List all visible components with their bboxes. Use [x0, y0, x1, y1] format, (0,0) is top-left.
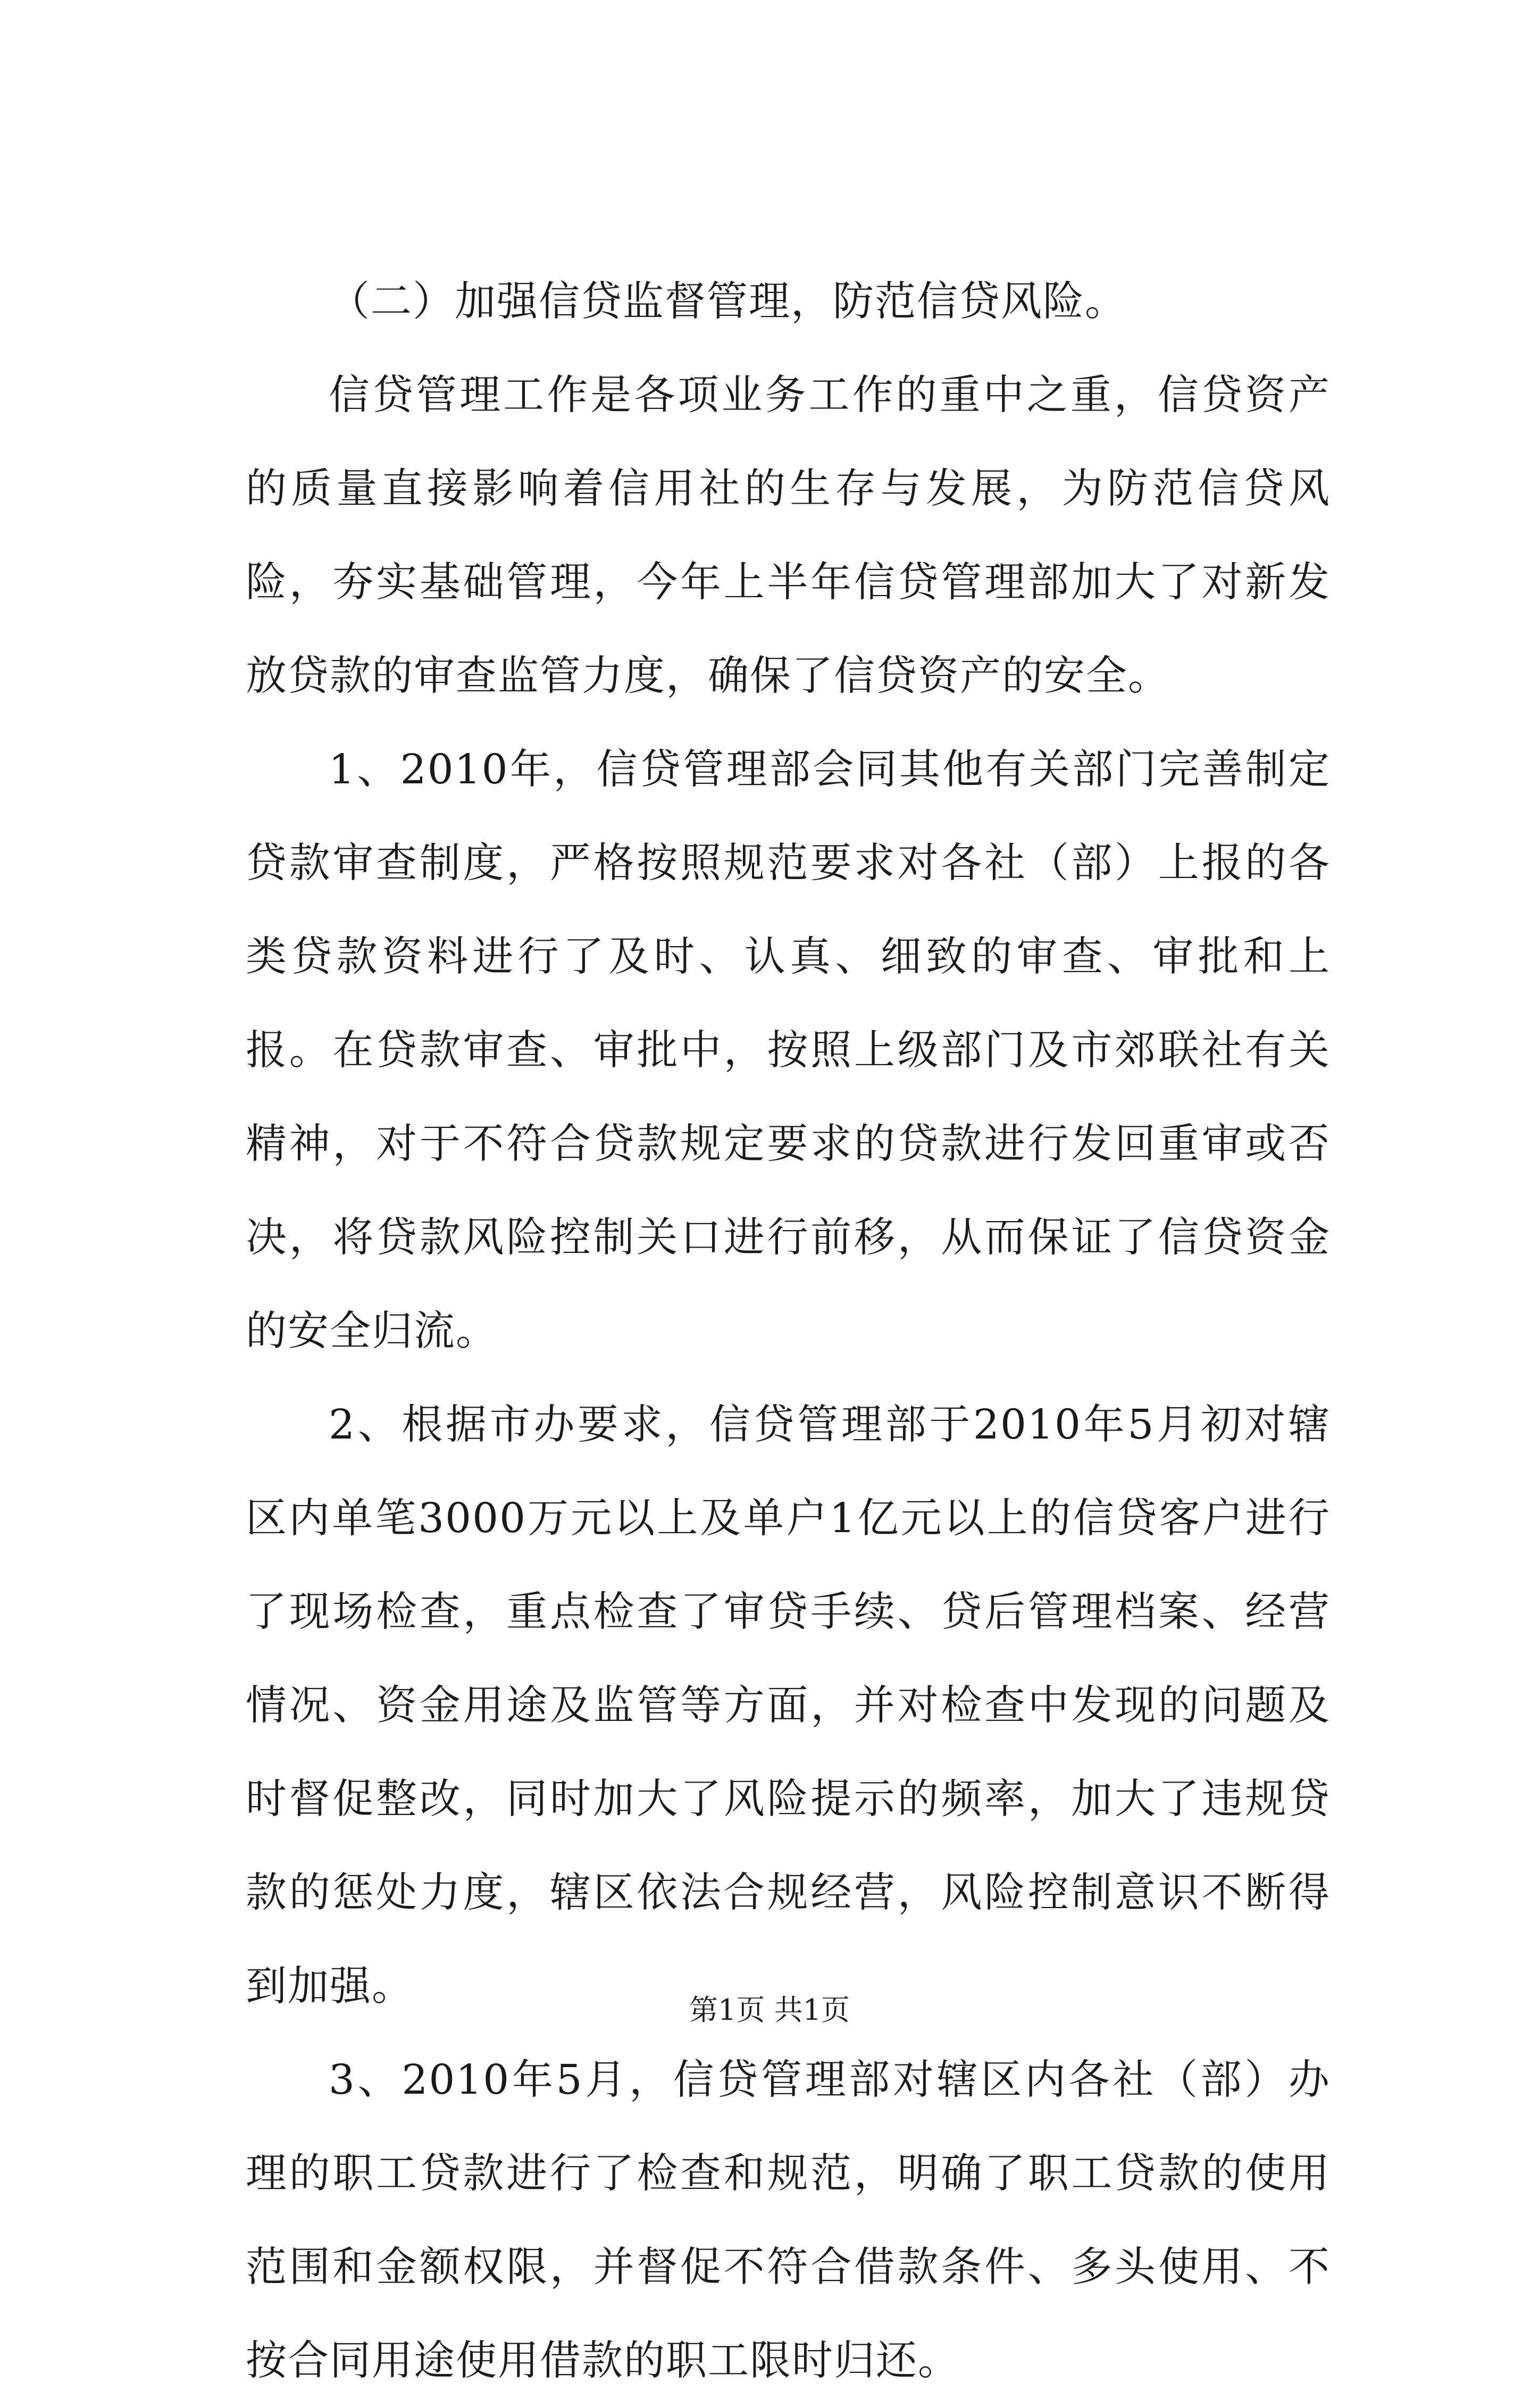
- paragraph-item-3: 3、2010年5月，信贷管理部对辖区内各社（部）办理的职工贷款进行了检查和规范，明确了职工贷款的使用范围和金额权限，并督促不符合借款条件、多头使用、不按合同用途使用借款的职工限时归还。: [246, 2056, 1331, 2385]
- section-heading: （二）加强信贷监督管理，防范信贷风险。: [329, 278, 1127, 325]
- page-footer: 第1页 共1页: [689, 1993, 850, 2027]
- paragraph-item-1: 1、2010年，信贷管理部会同其他有关部门完善制定贷款审查制度，严格按照规范要求对各社（部）上报的各类贷款资料进行了及时、认真、细致的审查、审批和上报。在贷款审查、审批中，按照上级部门及市郊联社有关精神，对于不符合贷款规定要求的贷款进行发回重审或否决，将贷款风险控制关口进行前移，从而保证了信贷资金的安全归流。: [246, 746, 1331, 1355]
- document-body: [246, 255, 1331, 2408]
- paragraph-intro: 信贷管理工作是各项业务工作的重中之重，信贷资产的质量直接影响着信用社的生存与发展，为防范信贷风险，夯实基础管理，今年上半年信贷管理部加大了对新发放贷款的审查监管力度，确保了信贷资产的安全。: [246, 372, 1331, 700]
- paragraph-item-2: 2、根据市办要求，信贷管理部于2010年5月初对辖区内单笔3000万元以上及单户1亿元以上的信贷客户进行了现场检查，重点检查了审贷手续、贷后管理档案、经营情况、资金用途及监管等方面，并对检查中发现的问题及时督促整改，同时加大了风险提示的频率，加大了违规贷款的惩处力度，辖区依法合规经营，风险控制意识不断得到加强。: [246, 1401, 1331, 2010]
